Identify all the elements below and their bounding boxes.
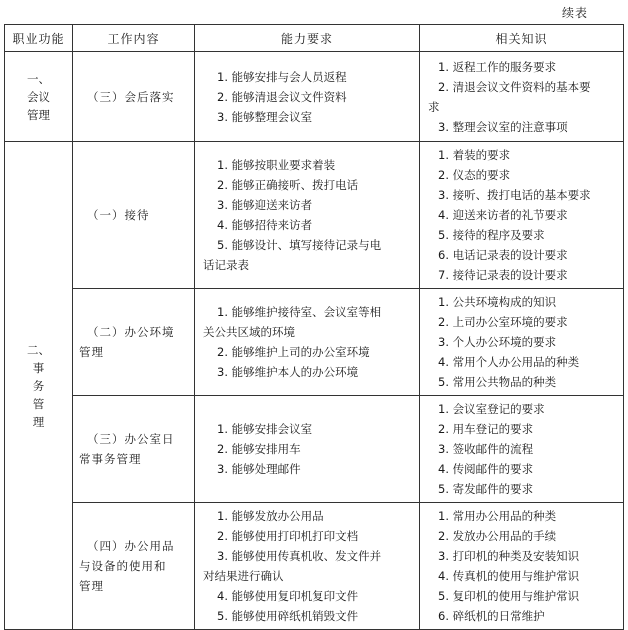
table-row <box>5 503 624 630</box>
work-content-cell: （二）办公环境 管理 <box>73 289 195 396</box>
knowledge-cell: 1. 常用办公用品的种类 2. 发放办公用品的手续 3. 打印机的种类及安装知识 4. 传真机的使用与维护常识 5. 复印机的使用与维护常识 6. 碎纸机的日常维护 <box>420 503 624 630</box>
header-related-knowledge: 相关知识 <box>420 25 624 52</box>
continued-label: 续表 <box>561 6 588 20</box>
header-function: 职业功能 <box>5 25 73 52</box>
work-content-cell: （三）会后落实 <box>73 52 195 142</box>
header-work-content: 工作内容 <box>73 25 195 52</box>
occupational-standards-table <box>4 24 624 630</box>
abilities-cell: 1. 能够按职业要求着装 2. 能够正确接听、拨打电话 3. 能够迎送来访者 4. 能够招待来访者 5. 能够设计、填写接待记录与电 话记录表 <box>195 142 420 289</box>
table-row <box>5 289 624 396</box>
header-row <box>5 25 624 52</box>
work-content-cell: （四）办公用品 与设备的使用和 管理 <box>73 503 195 630</box>
abilities-cell: 1. 能够发放办公用品 2. 能够使用打印机打印文档 3. 能够使用传真机收、发文件并 对结果进行确认 4. 能够使用复印机复印文件 5. 能够使用碎纸机销毁文件 <box>195 503 420 630</box>
knowledge-cell: 1. 着装的要求 2. 仪态的要求 3. 接听、拨打电话的基本要求 4. 迎送来访者的礼节要求 5. 接待的程序及要求 6. 电话记录表的设计要求 7. 接待记录表的设计要求 <box>420 142 624 289</box>
header-ability-requirements: 能力要求 <box>195 25 420 52</box>
abilities-cell: 1. 能够安排与会人员返程 2. 能够清退会议文件资料 3. 能够整理会议室 <box>195 52 420 142</box>
work-content-cell: （一）接待 <box>73 142 195 289</box>
abilities-cell: 1. 能够维护接待室、会议室等相 关公共区域的环境 2. 能够维护上司的办公室环境 3. 能够维护本人的办公环境 <box>195 289 420 396</box>
table-row <box>5 52 624 142</box>
table-row <box>5 142 624 289</box>
knowledge-cell: 1. 会议室登记的要求 2. 用车登记的要求 3. 签收邮件的流程 4. 传阅邮件的要求 5. 寄发邮件的要求 <box>420 396 624 503</box>
function-cell: 一、 会议 管理 <box>5 52 73 142</box>
function-cell: 二、 事 务 管 理 <box>5 142 73 630</box>
abilities-cell: 1. 能够安排会议室 2. 能够安排用车 3. 能够处理邮件 <box>195 396 420 503</box>
knowledge-cell: 1. 公共环境构成的知识 2. 上司办公室环境的要求 3. 个人办公环境的要求 4. 常用个人办公用品的种类 5. 常用公共物品的种类 <box>420 289 624 396</box>
table-row <box>5 396 624 503</box>
knowledge-cell: 1. 返程工作的服务要求 2. 清退会议文件资料的基本要 求 3. 整理会议室的注意事项 <box>420 52 624 142</box>
work-content-cell: （三）办公室日 常事务管理 <box>73 396 195 503</box>
